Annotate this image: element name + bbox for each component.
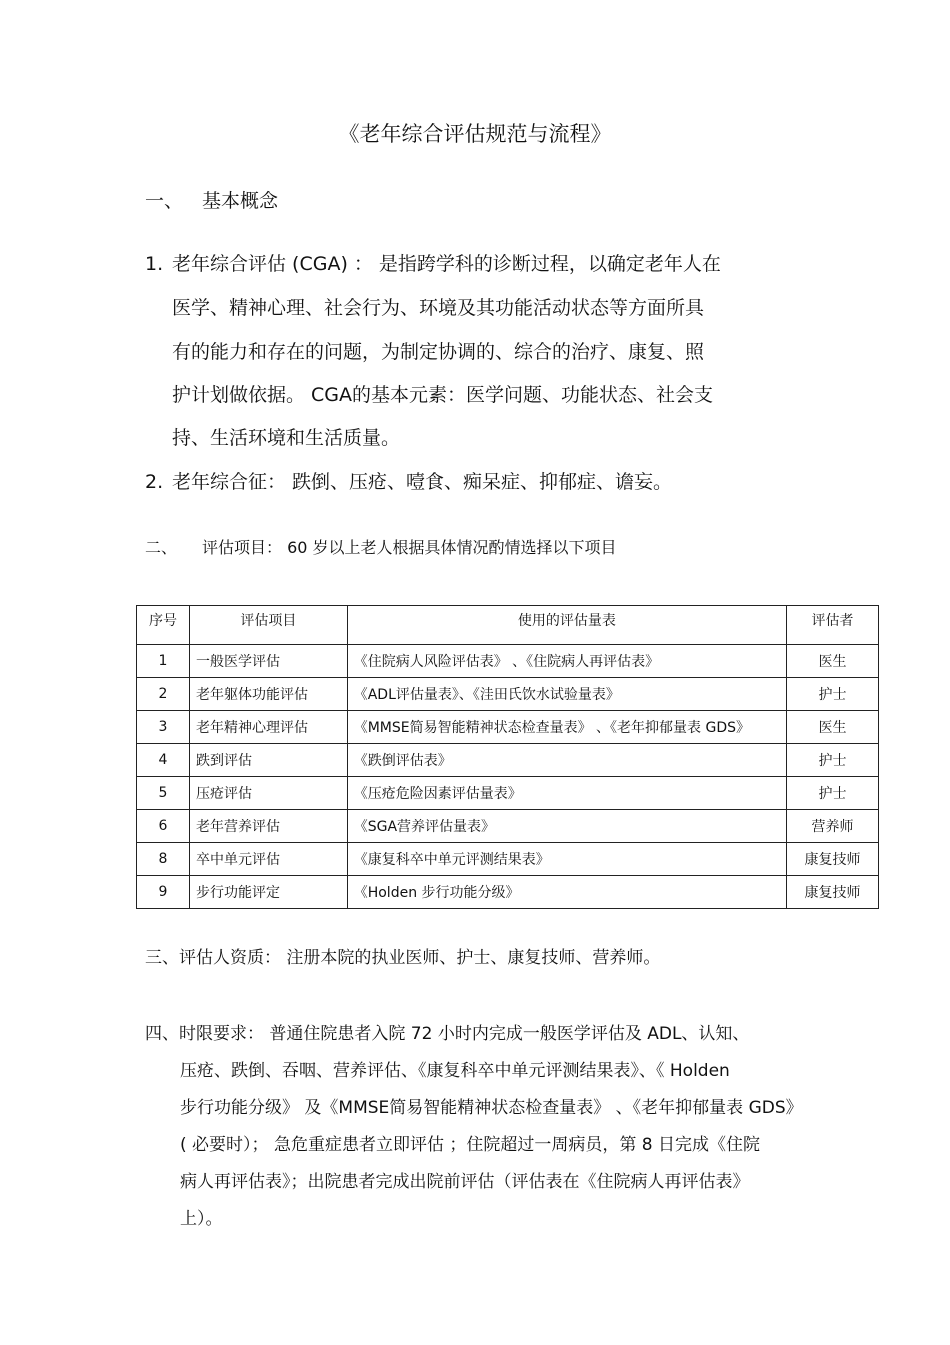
cell-assessor: 护士 [787, 678, 879, 711]
item-1-number: 1. [145, 253, 164, 275]
section-2-number: 二、 [145, 538, 178, 557]
cell-scale: 《住院病人风险评估表》 、《住院病人再评估表》 [347, 645, 786, 678]
cell-scale: 《ADL评估量表》、《洼田氏饮水试验量表》 [347, 678, 786, 711]
header-assessor: 评估者 [787, 606, 879, 645]
table-header-row [137, 606, 879, 645]
cell-scale: 《压疮危险因素评估量表》 [347, 777, 786, 810]
cell-item: 步行功能评定 [189, 876, 347, 909]
cell-assessor: 医生 [787, 645, 879, 678]
cell-no: 2 [137, 678, 190, 711]
table-row [137, 876, 879, 909]
cell-scale: 《Holden 步行功能分级》 [347, 876, 786, 909]
item-1-line: 持、生活环境和生活质量。 [172, 427, 401, 449]
table-row [137, 810, 879, 843]
cell-item: 跌到评估 [189, 744, 347, 777]
section-4-line: 压疮、跌倒、吞咽、营养评估、《康复科卒中单元评测结果表》、《 Holden [180, 1061, 730, 1081]
cell-assessor: 护士 [787, 777, 879, 810]
cell-assessor: 护士 [787, 744, 879, 777]
item-1-line: 医学、精神心理、社会行为、环境及其功能活动状态等方面所具 [172, 297, 705, 319]
cell-scale: 《康复科卒中单元评测结果表》 [347, 843, 786, 876]
table-row [137, 645, 879, 678]
cell-no: 3 [137, 711, 190, 744]
cell-no: 1 [137, 645, 190, 678]
assessment-table [136, 605, 879, 909]
item-2-number: 2. [145, 471, 164, 493]
section-2-heading: 评估项目： 60 岁以上老人根据具体情况酌情选择以下项目 [202, 538, 617, 557]
cell-assessor: 营养师 [787, 810, 879, 843]
table-row [137, 711, 879, 744]
section-4-line: ( 必要时）； 急危重症患者立即评估 ；住院超过一周病员，第 8 日完成《住院 [180, 1135, 760, 1155]
section-1-number: 一、 [145, 190, 184, 212]
item-1-line: 有的能力和存在的问题，为制定协调的、综合的治疗、康复、照 [172, 341, 705, 363]
section-4-line: 步行功能分级》 及《MMSE简易智能精神状态检查量表》 、《老年抑郁量表 GDS》 [180, 1098, 803, 1118]
cell-item: 老年躯体功能评估 [189, 678, 347, 711]
table-row [137, 744, 879, 777]
cell-item: 一般医学评估 [189, 645, 347, 678]
cell-item: 卒中单元评估 [189, 843, 347, 876]
document-title: 《老年综合评估规范与流程》 [338, 122, 612, 146]
cell-no: 4 [137, 744, 190, 777]
cell-no: 8 [137, 843, 190, 876]
cell-item: 压疮评估 [189, 777, 347, 810]
cell-item: 老年精神心理评估 [189, 711, 347, 744]
header-no: 序号 [137, 606, 190, 645]
header-scale: 使用的评估量表 [347, 606, 786, 645]
cell-scale: 《SGA营养评估量表》 [347, 810, 786, 843]
item-1-line: 护计划做依据。 CGA的基本元素：医学问题、功能状态、社会支 [172, 384, 714, 406]
table-row [137, 678, 879, 711]
section-1-heading: 基本概念 [202, 190, 279, 212]
cell-no: 6 [137, 810, 190, 843]
section-4-line: 病人再评估表》；出院患者完成出院前评估（评估表在《住院病人再评估表》 [180, 1172, 750, 1192]
cell-scale: 《跌倒评估表》 [347, 744, 786, 777]
cell-item: 老年营养评估 [189, 810, 347, 843]
section-4-line: 四、时限要求： 普通住院患者入院 72 小时内完成一般医学评估及 ADL、认知、 [145, 1024, 750, 1044]
cell-scale: 《MMSE简易智能精神状态检查量表》 、《老年抑郁量表 GDS》 [347, 711, 786, 744]
item-2-text: 老年综合征： 跌倒、压疮、噎食、痴呆症、抑郁症、谵妄。 [172, 471, 673, 493]
table-row [137, 777, 879, 810]
cell-assessor: 康复技师 [787, 876, 879, 909]
section-4-line: 上）。 [180, 1209, 223, 1229]
section-3-text: 三、评估人资质： 注册本院的执业医师、护士、康复技师、营养师。 [145, 948, 661, 968]
cell-assessor: 医生 [787, 711, 879, 744]
table-row [137, 843, 879, 876]
cell-assessor: 康复技师 [787, 843, 879, 876]
cell-no: 9 [137, 876, 190, 909]
header-item: 评估项目 [189, 606, 347, 645]
cell-no: 5 [137, 777, 190, 810]
item-1-line: 老年综合评估 (CGA) ： 是指跨学科的诊断过程，以确定老年人在 [172, 253, 721, 275]
